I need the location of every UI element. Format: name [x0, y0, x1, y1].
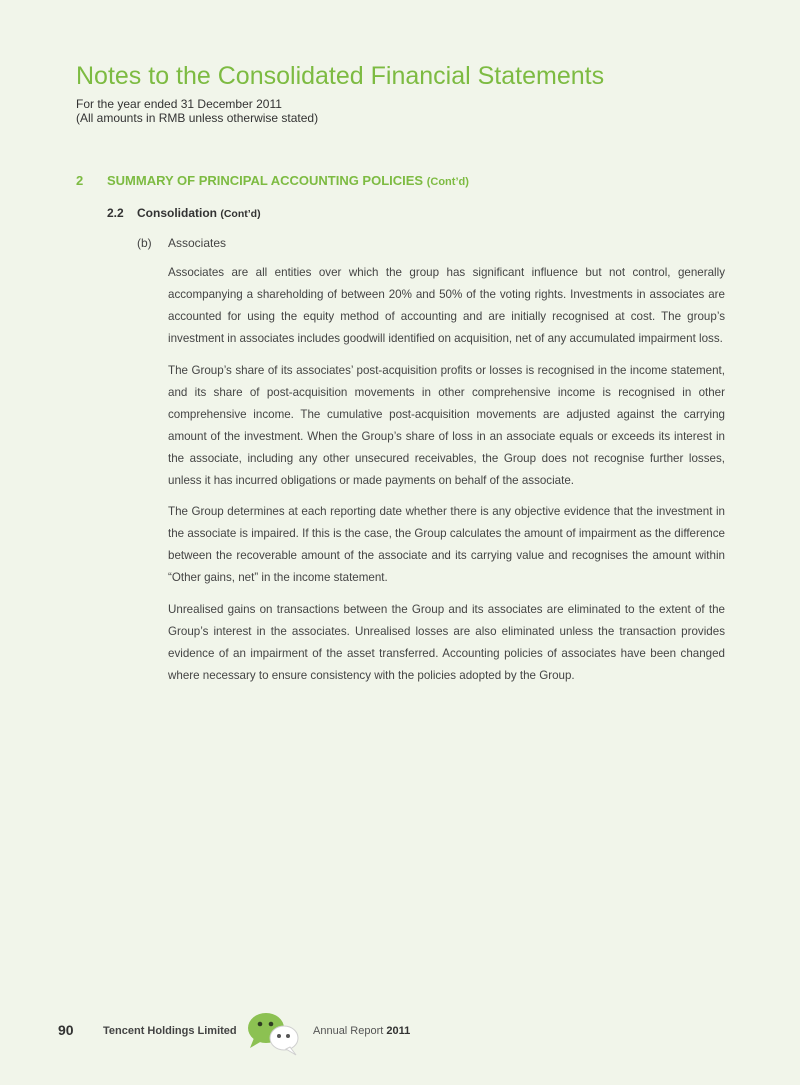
paragraph: The Group’s share of its associates’ post-acquisition profits or losses is recognised in the income statement, and its share of post-acquisition movements in other comprehensive income is recognised in other comprehensive income. The cumulative post-acquisition movements are adjusted against the carrying amount of the investment. When the Group’s share of loss in an associate equals or exceeds its interest in the associate, including any other unsecured receivables, the Group does not recognise further losses, unless it has incurred obligations or made payments on behalf of the associate. — [168, 363, 725, 487]
section-number: 2 — [76, 173, 84, 188]
item-label: (b) — [137, 236, 152, 250]
report-label-text: Annual Report — [313, 1025, 384, 1037]
page-subtitle-currency-note: (All amounts in RMB unless otherwise stated) — [76, 111, 319, 125]
item-body — [168, 262, 725, 696]
subsection-heading — [137, 206, 261, 220]
paragraph: Unrealised gains on transactions between the Group and its associates are eliminated to the extent of the Group’s interest in the associates. Unrealised losses are also eliminated unless the transaction provides evidence of an impairment of the asset transferred. Accounting policies of associates have been changed where necessary to ensure consistency with the policies adopted by the Group. — [168, 602, 725, 682]
section-heading — [107, 173, 469, 188]
page-title: Notes to the Consolidated Financial Statements — [76, 62, 605, 90]
paragraph: Associates are all entities over which the group has significant influence but not control, generally accompanying a shareholding of between 20% and 50% of the voting rights. Investments in associates are accounted for using the equity method of accounting and are initially recognised at cost. The group’s investment in associates includes goodwill identified on acquisition, net of any accumulated impairment loss. — [168, 266, 725, 345]
report-year: 2011 — [386, 1025, 411, 1037]
report-label — [313, 1025, 410, 1037]
subsection-title: Consolidation — [137, 206, 217, 220]
company-name: Tencent Holdings Limited — [103, 1025, 237, 1037]
subsection-number: 2.2 — [107, 206, 124, 220]
section-contd: (Cont’d) — [426, 176, 469, 188]
paragraph: The Group determines at each reporting date whether there is any objective evidence that the investment in the associate is impaired. If this is the case, the Group calculates the amount of impairment as the difference between the recoverable amount of the associate and its carrying value and recognises the amount within “Other gains, net” in the income statement. — [168, 505, 725, 584]
subsection-contd: (Cont’d) — [220, 208, 261, 220]
chat-bubbles-icon — [246, 1010, 302, 1061]
section-title: SUMMARY OF PRINCIPAL ACCOUNTING POLICIES — [107, 173, 424, 188]
page-subtitle-period: For the year ended 31 December 2011 — [76, 97, 282, 111]
page-footer — [0, 1010, 800, 1060]
page-number: 90 — [58, 1022, 74, 1038]
item-title: Associates — [168, 236, 227, 250]
